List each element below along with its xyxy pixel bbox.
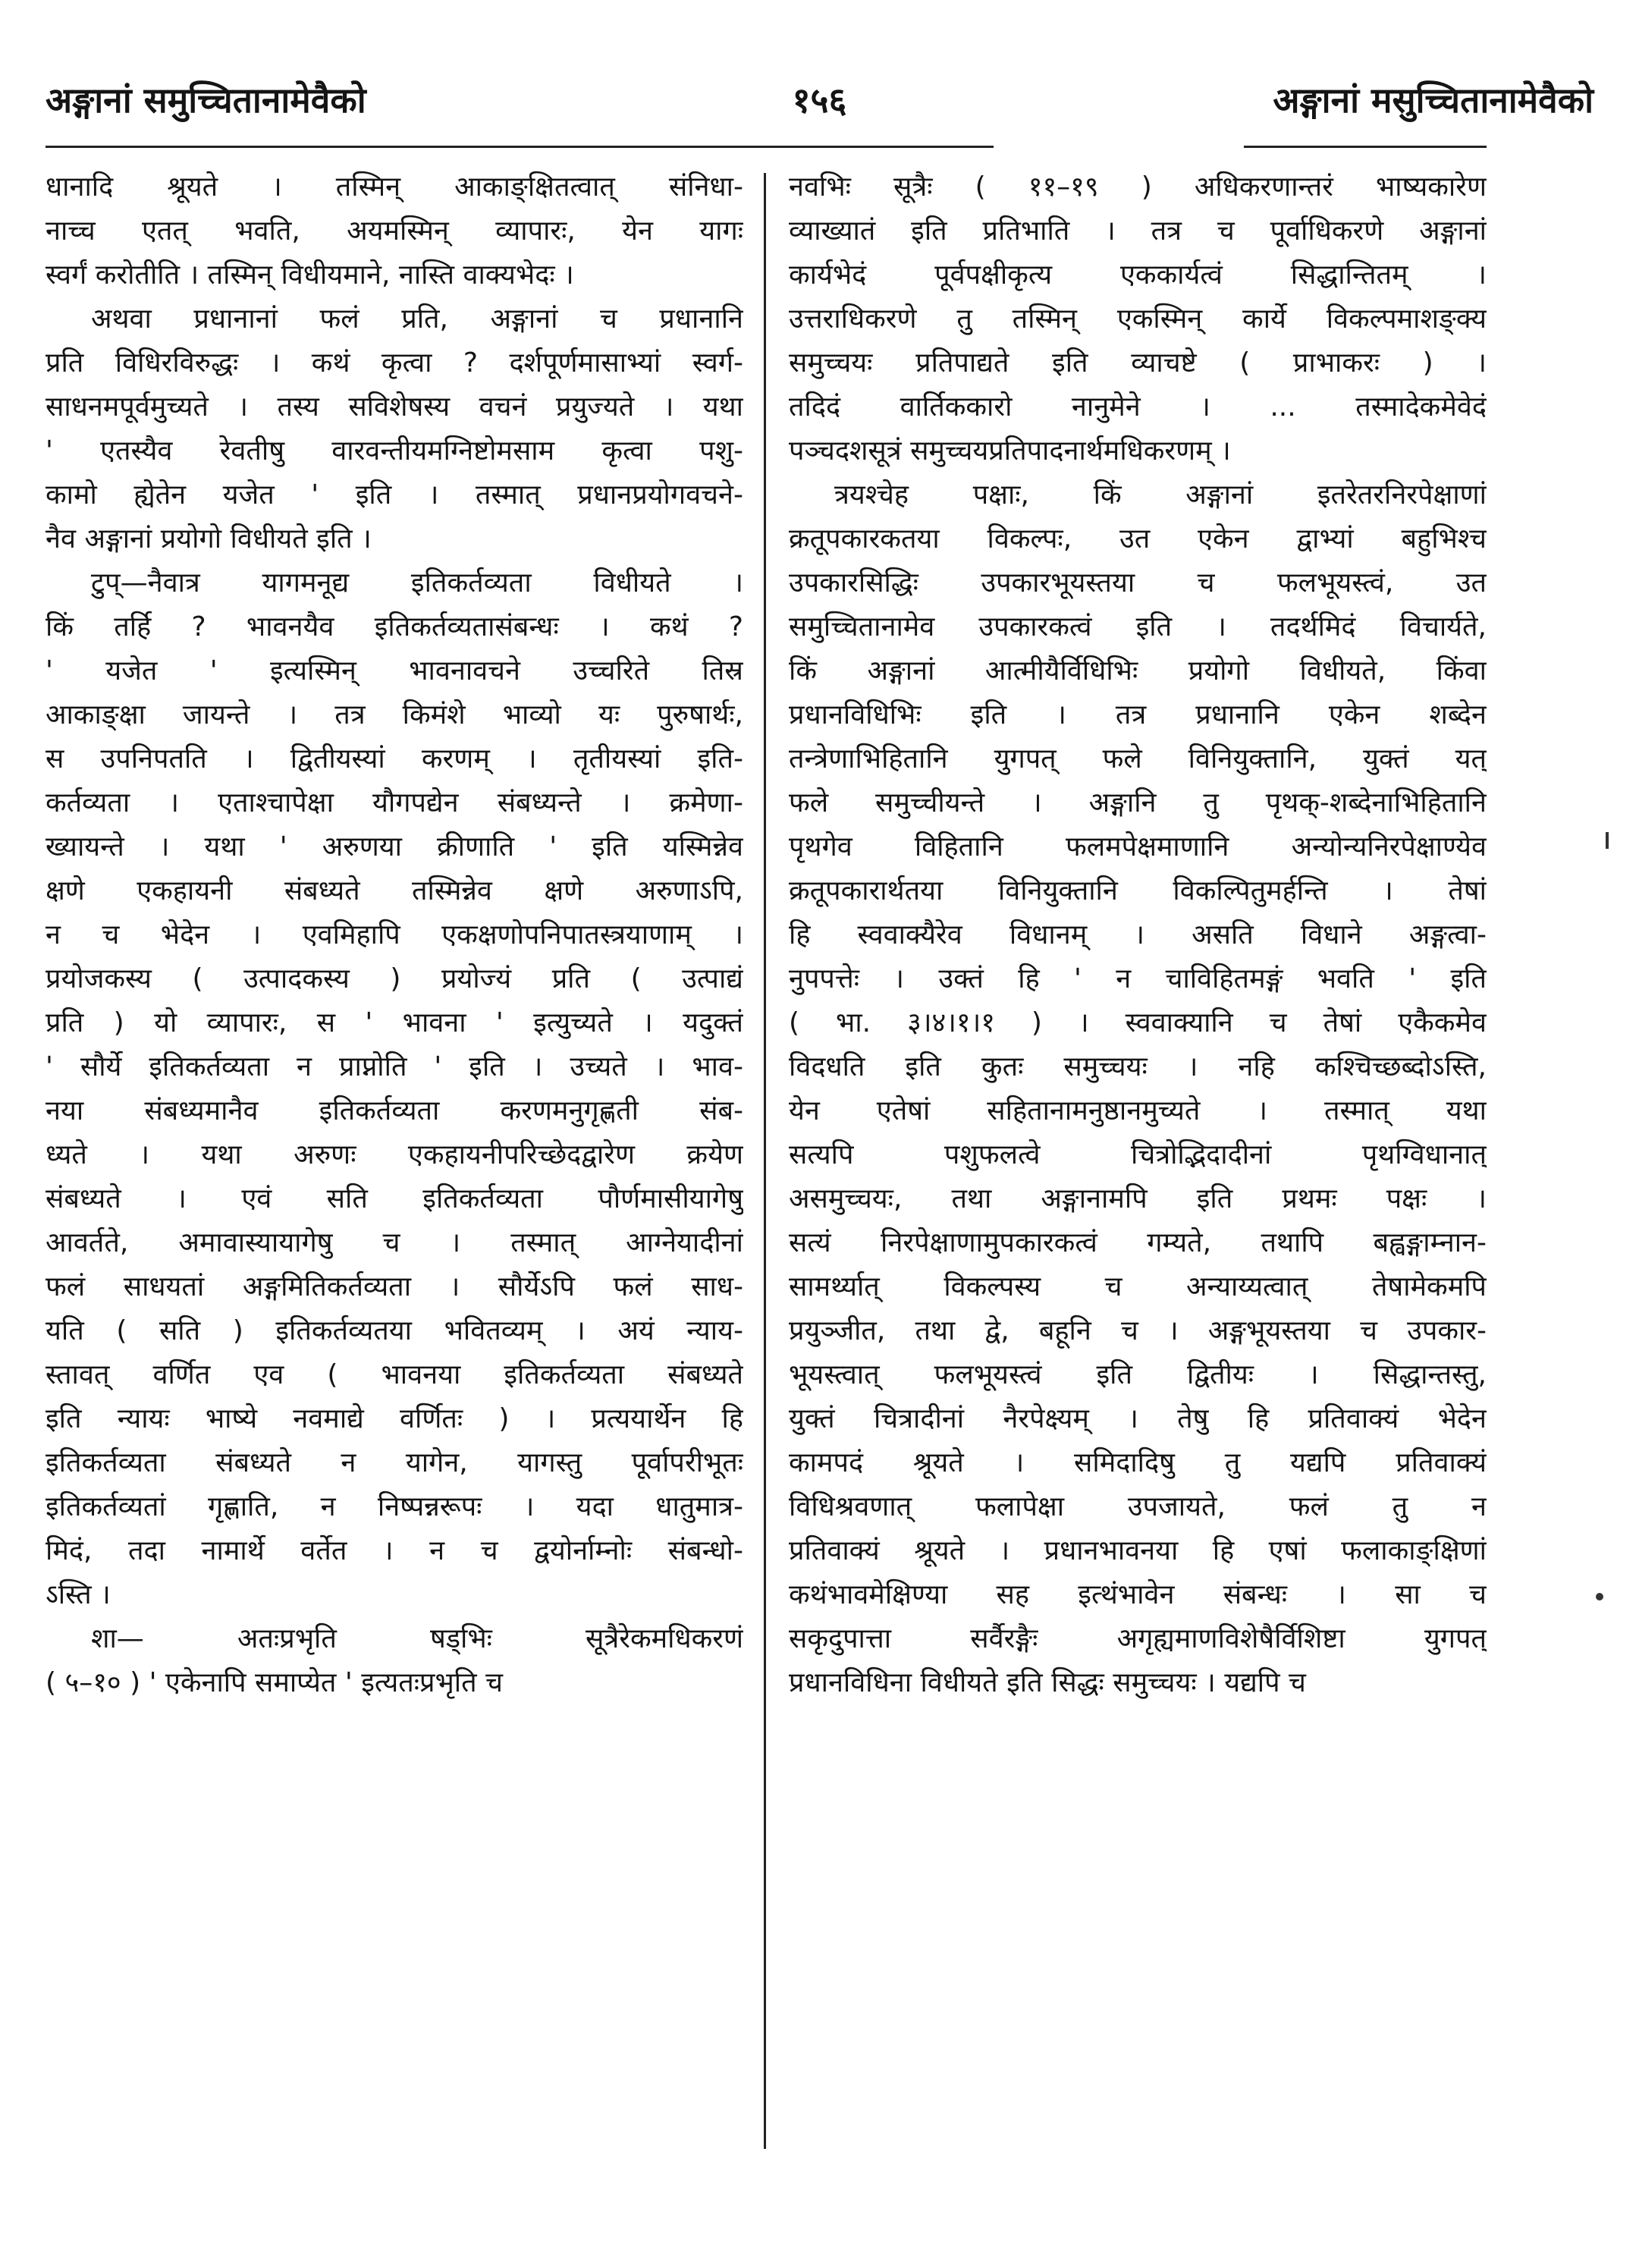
text-line: उत्तराधिकरणे तु तस्मिन् एकस्मिन् कार्ये विकल्पमाशङ्क्य bbox=[789, 303, 1487, 335]
text-line: ' सौर्ये इतिकर्तव्यता न प्राप्नोति ' इति । उच्यते । भाव- bbox=[46, 1051, 743, 1082]
header-rule-right bbox=[1244, 146, 1487, 148]
header-rule-left bbox=[46, 146, 994, 148]
column-divider bbox=[764, 173, 766, 2149]
text-line: ऽस्ति । bbox=[46, 1579, 111, 1610]
text-line: प्रति विधिरविरुद्धः । कथं कृत्वा ? दर्शपूर्णमासाभ्यां स्वर्ग- bbox=[46, 347, 743, 379]
left-column bbox=[46, 165, 743, 1705]
text-line: नुपपत्तेः । उक्तं हि ' न चाविहितमङ्गं भवति ' इति bbox=[789, 963, 1487, 994]
text-line: समुच्चितानामेव उपकारकत्वं इति । तदर्थमिदं विचार्यते, bbox=[789, 611, 1487, 642]
text-line: नया संबध्यमानैव इतिकर्तव्यता करणमनुगृह्णती संब- bbox=[46, 1095, 743, 1126]
text-line: हि स्ववाक्यैरेव विधानम् । असति विधाने अङ्गत्वा- bbox=[789, 919, 1487, 950]
text-line: ध्यते । यथा अरुणः एकहायनीपरिच्छेदद्वारेण क्रयेण bbox=[46, 1139, 743, 1170]
text-line: सामर्थ्यात् विकल्पस्य च अन्याय्यत्वात् तेषामेकमपि bbox=[789, 1271, 1487, 1302]
margin-dot bbox=[1596, 1593, 1603, 1600]
page-number: १५६ bbox=[792, 80, 847, 121]
text-line: पृथगेव विहितानि फलमपेक्षमाणानि अन्योन्यनिरपेक्षाण्येव bbox=[789, 831, 1487, 862]
text-line: उपकारसिद्धिः उपकारभूयस्तया च फलभूयस्त्वं, उत bbox=[789, 567, 1487, 598]
text-line: युक्तं चित्रादीनां नैरपेक्ष्यम् । तेषु हि प्रतिवाक्यं भेदेन bbox=[789, 1403, 1487, 1434]
text-line: नवभिः सूत्रैः ( ११–१९ ) अधिकरणान्तरं भाष्यकारेण bbox=[789, 171, 1487, 203]
page-header bbox=[46, 70, 1593, 130]
text-line: फले समुच्चीयन्ते । अङ्गानि तु पृथक्-शब्देनाभिहितानि bbox=[789, 787, 1487, 818]
text-line: स्वर्गं करोतीति । तस्मिन् विधीयमाने, नास्ति वाक्यभेदः । bbox=[46, 259, 574, 291]
text-line: प्रयोजकस्य ( उत्पादकस्य ) प्रयोज्यं प्रति ( उत्पाद्यं bbox=[46, 963, 743, 994]
text-line: ' एतस्यैव रेवतीषु वारवन्तीयमग्निष्टोमसाम कृत्वा पशु- bbox=[46, 435, 743, 466]
text-line: टुप्—नैवात्र यागमनूद्य इतिकर्तव्यता विधीयते । bbox=[91, 567, 743, 598]
text-line: किं अङ्गानां आत्मीयैर्विधिभिः प्रयोगो विधीयते, किंवा bbox=[789, 655, 1487, 686]
text-line: अथवा प्रधानानां फलं प्रति, अङ्गानां च प्रधानानि bbox=[91, 303, 743, 335]
text-line: विदधति इति कुतः समुच्चयः । नहि कश्चिच्छब्दोऽस्ति, bbox=[789, 1051, 1487, 1082]
text-line: इतिकर्तव्यता संबध्यते न यागेन, यागस्तु पूर्वापरीभूतः bbox=[46, 1447, 743, 1478]
text-line: क्रतूपकारकतया विकल्पः, उत एकेन द्वाभ्यां बहुभिश्च bbox=[789, 523, 1487, 554]
text-line: धानादि श्रूयते । तस्मिन् आकाङ्क्षितत्वात् संनिधा- bbox=[46, 171, 743, 203]
text-line: प्रतिवाक्यं श्रूयते । प्रधानभावनया हि एषां फलाकाङ्क्षिणां bbox=[789, 1535, 1487, 1566]
text-line: कर्तव्यता । एताश्चापेक्षा यौगपद्येन संबध्यन्ते । क्रमेणा- bbox=[46, 787, 743, 818]
text-line: क्षणे एकहायनी संबध्यते तस्मिन्नेव क्षणे अरुणाऽपि, bbox=[46, 875, 743, 906]
margin-mark bbox=[1606, 832, 1609, 849]
text-line: येन एतेषां सहितानामनुष्ठानमुच्यते । तस्मात् यथा bbox=[789, 1095, 1487, 1126]
text-line: नाच्च एतत् भवति, अयमस्मिन् व्यापारः, येन यागः bbox=[46, 215, 743, 247]
text-line: किं तर्हि ? भावनयैव इतिकर्तव्यतासंबन्धः । कथं ? bbox=[46, 611, 743, 642]
text-line: सत्यपि पशुफलत्वे चित्रोद्भिदादीनां पृथग्विधानात् bbox=[789, 1139, 1487, 1170]
text-line: इति न्यायः भाष्ये नवमाद्ये वर्णितः ) । प्रत्ययार्थेन हि bbox=[46, 1403, 743, 1434]
text-line: प्रधानविधिभिः इति । तत्र प्रधानानि एकेन शब्देन bbox=[789, 699, 1487, 730]
text-line: स उपनिपतति । द्वितीयस्यां करणम् । तृतीयस्यां इति- bbox=[46, 743, 743, 774]
running-head-right: अङ्गानां मसुच्चितानामेवैको bbox=[1273, 80, 1593, 121]
text-line: इतिकर्तव्यतां गृह्णाति, न निष्पन्नरूपः । यदा धातुमात्र- bbox=[46, 1491, 743, 1522]
text-line: प्रति ) यो व्यापारः, स ' भावना ' इत्युच्यते । यदुक्तं bbox=[46, 1007, 743, 1038]
text-line: साधनमपूर्वमुच्यते । तस्य सविशेषस्य वचनं प्रयुज्यते । यथा bbox=[46, 391, 743, 423]
text-line: आकाङ्क्षा जायन्ते । तत्र किमंशे भाव्यो यः पुरुषार्थः, bbox=[46, 699, 743, 730]
text-line: आवर्तते, अमावास्यायागेषु च । तस्मात् आग्नेयादीनां bbox=[46, 1227, 743, 1258]
text-line: ( ५–१० ) ' एकेनापि समाप्येत ' इत्यतःप्रभृति च bbox=[46, 1667, 503, 1698]
text-line: स्तावत् वर्णित एव ( भावनया इतिकर्तव्यता संबध्यते bbox=[46, 1359, 743, 1390]
text-line: ख्यायन्ते । यथा ' अरुणया क्रीणाति ' इति यस्मिन्नेव bbox=[46, 831, 743, 862]
text-line: कथंभावमेक्षिण्या सह इत्थंभावेन संबन्धः । सा च bbox=[789, 1579, 1487, 1610]
text-line: ( भा. ३।४।१।१ ) । स्ववाक्यानि च तेषां एकैकमेव bbox=[789, 1007, 1487, 1038]
text-line: संबध्यते । एवं सति इतिकर्तव्यता पौर्णमासीयागेषु bbox=[46, 1183, 743, 1214]
text-line: सत्यं निरपेक्षाणामुपकारकत्वं गम्यते, तथापि बह्वङ्गाम्नान- bbox=[789, 1227, 1487, 1258]
text-line: समुच्चयः प्रतिपाद्यते इति व्याचष्टे ( प्राभाकरः ) । bbox=[789, 347, 1487, 379]
text-line: पञ्चदशसूत्रं समुच्चयप्रतिपादनार्थमधिकरणम् । bbox=[789, 435, 1231, 466]
running-head-left: अङ्गानां समुच्चितानामेवैको bbox=[46, 80, 366, 121]
text-line: सकृदुपात्ता सर्वैरङ्गैः अगृह्यमाणविशेषैर्विशिष्टा युगपत् bbox=[789, 1623, 1487, 1654]
text-line: कामपदं श्रूयते । समिदादिषु तु यद्यपि प्रतिवाक्यं bbox=[789, 1447, 1487, 1478]
right-column bbox=[789, 165, 1487, 1705]
text-line: यति ( सति ) इतिकर्तव्यतया भवितव्यम् । अयं न्याय- bbox=[46, 1315, 743, 1346]
text-line: क्रतूपकारार्थतया विनियुक्तानि विकल्पितुमर्हन्ति । तेषां bbox=[789, 875, 1487, 906]
text-line: कामो ह्येतेन यजेत ' इति । तस्मात् प्रधानप्रयोगवचने- bbox=[46, 479, 743, 510]
text-line: न च भेदेन । एवमिहापि एकक्षणोपनिपातस्त्रयाणाम् । bbox=[46, 919, 743, 950]
text-line: प्रधानविधिना विधीयते इति सिद्धः समुच्चयः । यद्यपि च bbox=[789, 1667, 1306, 1698]
text-line: शा— अतःप्रभृति षड्भिः सूत्रैरेकमधिकरणं bbox=[91, 1623, 743, 1654]
text-line: त्रयश्चेह पक्षाः, किं अङ्गानां इतरेतरनिरपेक्षाणां bbox=[834, 479, 1487, 510]
text-line: तन्त्रेणाभिहितानि युगपत् फले विनियुक्तानि, युक्तं यत् bbox=[789, 743, 1487, 774]
text-line: प्रयुञ्जीत, तथा द्वे, बहूनि च । अङ्गभूयस्तया च उपकार- bbox=[789, 1315, 1487, 1346]
text-line: ' यजेत ' इत्यस्मिन् भावनावचने उच्चरिते तिस्र bbox=[46, 655, 743, 686]
text-line: फलं साधयतां अङ्गमितिकर्तव्यता । सौर्येऽपि फलं साध- bbox=[46, 1271, 743, 1302]
text-line: व्याख्यातं इति प्रतिभाति । तत्र च पूर्वाधिकरणे अङ्गानां bbox=[789, 215, 1487, 247]
text-line: तदिदं वार्तिककारो नानुमेने । ... तस्मादेकमेवेदं bbox=[789, 391, 1487, 423]
text-line: मिदं, तदा नामार्थे वर्तेत । न च द्वयोर्नाम्नोः संबन्धो- bbox=[46, 1535, 743, 1566]
text-line: नैव अङ्गानां प्रयोगो विधीयते इति । bbox=[46, 523, 372, 554]
text-line: असमुच्चयः, तथा अङ्गानामपि इति प्रथमः पक्षः । bbox=[789, 1183, 1487, 1214]
text-line: भूयस्त्वात् फलभूयस्त्वं इति द्वितीयः । सिद्धान्तस्तु, bbox=[789, 1359, 1487, 1390]
text-line: विधिश्रवणात् फलापेक्षा उपजायते, फलं तु न bbox=[789, 1491, 1487, 1522]
text-line: कार्यभेदं पूर्वपक्षीकृत्य एककार्यत्वं सिद्धान्तितम् । bbox=[789, 259, 1487, 291]
